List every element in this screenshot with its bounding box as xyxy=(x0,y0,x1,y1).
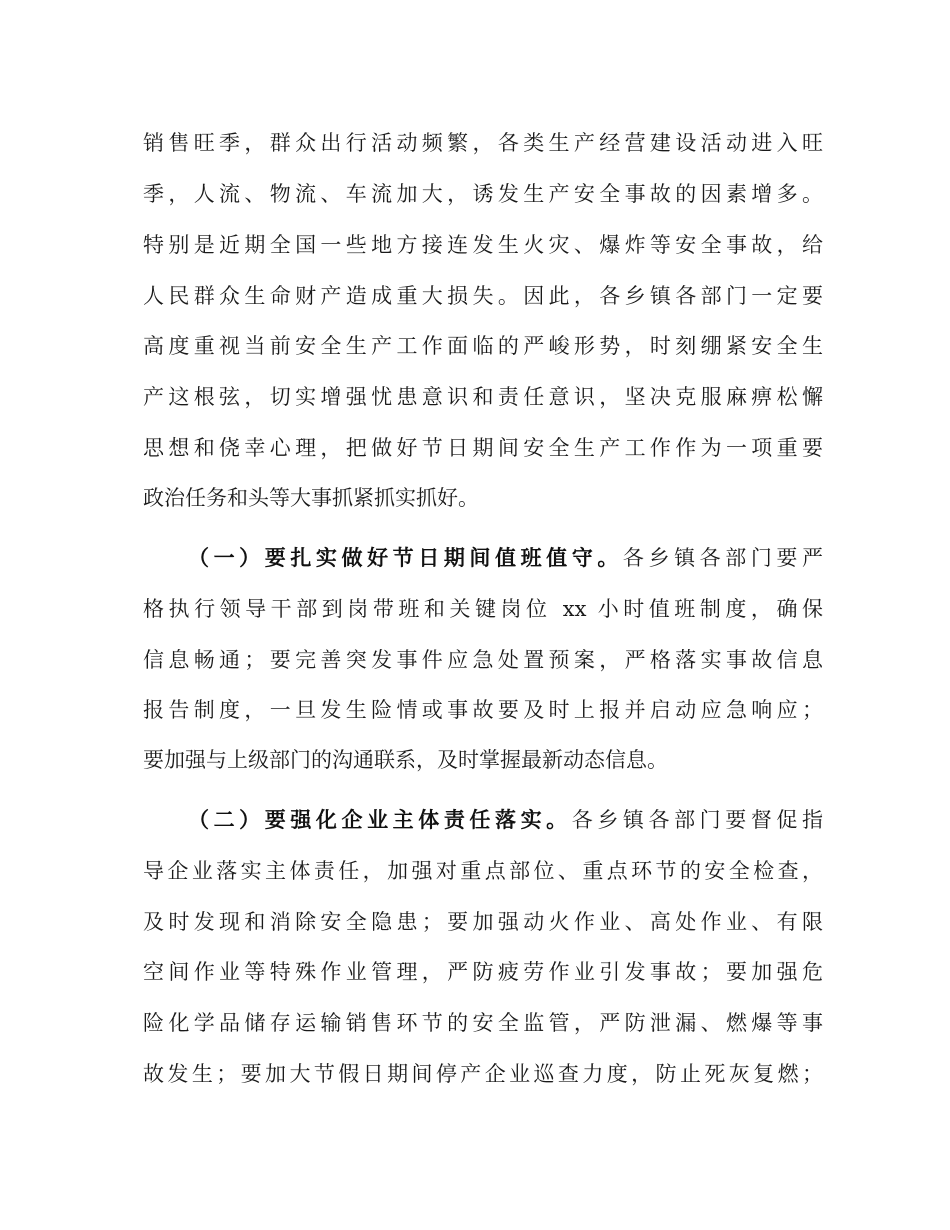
section-heading: （一）要扎实做好节日期间值班值守。 xyxy=(188,546,623,570)
section-text: 各乡镇各部门要严 xyxy=(622,546,824,570)
paragraph-line: 产这根弦，切实增强忧患意识和责任意识，坚决克服麻痹松懈 xyxy=(143,385,823,409)
paragraph-line: 政治任务和头等大事抓紧抓实抓好。 xyxy=(143,486,479,510)
paragraph-line: 销售旺季，群众出行活动频繁，各类生产经营建设活动进入旺 xyxy=(143,131,823,155)
paragraph-line: 及时发现和消除安全隐患；要加强动火作业、高处作业、有限 xyxy=(143,910,823,934)
paragraph-line: 季，人流、物流、车流加大，诱发生产安全事故的因素增多。 xyxy=(143,182,823,206)
paragraph-line: 故发生；要加大节假日期间停产企业巡查力度，防止死灰复燃； xyxy=(143,1062,823,1086)
paragraph-line: 人民群众生命财产造成重大损失。因此，各乡镇各部门一定要 xyxy=(143,284,823,308)
paragraph-line: 信息畅通；要完善突发事件应急处置预案，严格落实事故信息 xyxy=(143,648,823,672)
paragraph-line: 特别是近期全国一些地方接连发生火灾、爆炸等安全事故，给 xyxy=(143,233,823,257)
paragraph-line: 思想和侥幸心理，把做好节日期间安全生产工作作为一项重要 xyxy=(143,436,823,460)
section-first-line xyxy=(188,536,823,580)
paragraph-line: 报告制度，一旦发生险情或事故要及时上报并启动应急响应； xyxy=(143,698,823,722)
section-text: 各乡镇各部门要督促指 xyxy=(571,808,823,832)
paragraph-line: 空间作业等特殊作业管理，严防疲劳作业引发事故；要加强危 xyxy=(143,960,823,984)
paragraph-line: 导企业落实主体责任，加强对重点部位、重点环节的安全检查， xyxy=(143,859,823,883)
paragraph-line: 险化学品储存运输销售环节的安全监管，严防泄漏、燃爆等事 xyxy=(143,1011,823,1035)
paragraph-line: 高度重视当前安全生产工作面临的严峻形势，时刻绷紧安全生 xyxy=(143,334,823,358)
paragraph-line: 要加强与上级部门的沟通联系，及时掌握最新动态信息。 xyxy=(143,748,668,772)
section-heading: （二）要强化企业主体责任落实。 xyxy=(188,808,572,832)
paragraph-line: 格执行领导干部到岗带班和关键岗位 xx 小时值班制度，确保 xyxy=(143,597,823,621)
section-first-line xyxy=(188,798,823,842)
